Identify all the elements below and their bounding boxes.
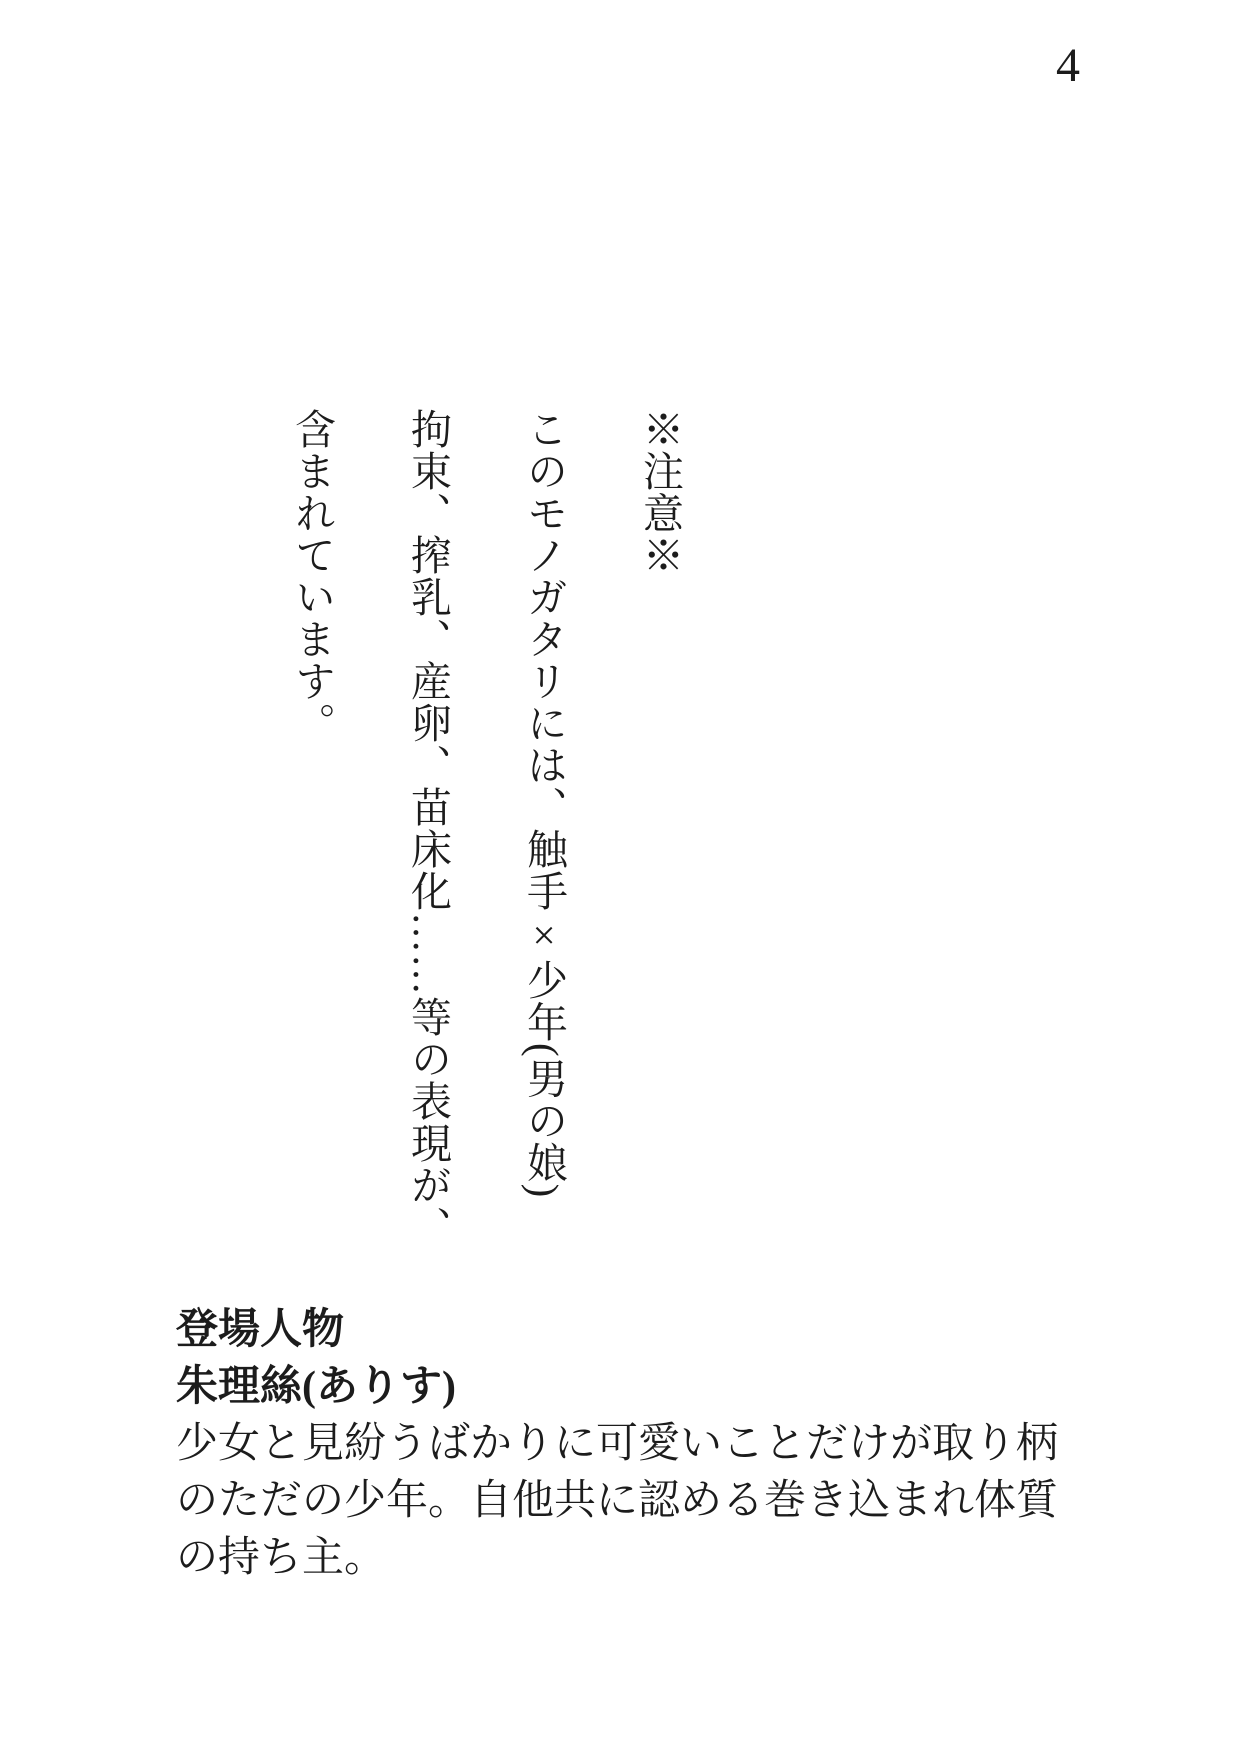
- description-line: の持ち主。: [176, 1535, 387, 1581]
- section-title: 登場人物: [176, 1307, 345, 1353]
- notice-line: このモノガタリには、触手×少年(男の娘): [521, 408, 567, 1199]
- notice-line: 拘束、搾乳、産卵、苗床化……等の表現が、: [405, 408, 451, 1248]
- notice-line: 含まれています。: [289, 408, 335, 744]
- description-line: 少女と見紛うばかりに可愛いことだけが取り柄: [176, 1421, 1059, 1467]
- notice-heading: ※注意※: [637, 408, 683, 576]
- page-number: 4: [1056, 39, 1080, 92]
- character-name: 朱理絲(ありす): [176, 1364, 456, 1410]
- character-description: [176, 1416, 1136, 1587]
- character-intro-section: [176, 1302, 1136, 1587]
- content-warning-notice: [283, 408, 747, 1268]
- description-line: のただの少年。自他共に認める巻き込まれ体質: [176, 1478, 1059, 1524]
